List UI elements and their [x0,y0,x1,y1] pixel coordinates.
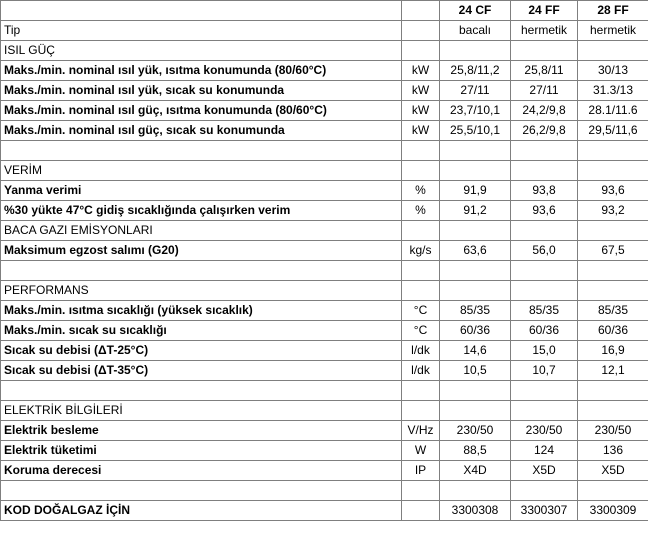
empty-cell [402,381,440,401]
model-header: 24 CF [440,1,511,21]
spacer-row [1,481,648,501]
empty-cell [511,281,578,301]
row-unit: °C [402,321,440,341]
row-value: 85/35 [578,301,648,321]
row-unit: % [402,201,440,221]
row-label: Maks./min. nominal ısıl yük, ısıtma konumunda (80/60°C) [1,61,402,81]
spacer-row [1,261,648,281]
empty-cell [511,141,578,161]
empty-cell [511,381,578,401]
section-title: PERFORMANS [1,281,402,301]
spacer-row [1,381,648,401]
row-unit [402,501,440,521]
empty-cell [440,41,511,61]
row-value: 14,6 [440,341,511,361]
empty-cell [511,161,578,181]
row-unit: l/dk [402,361,440,381]
empty-cell [578,41,648,61]
tip-label: Tip [1,21,402,41]
row-value: 3300308 [440,501,511,521]
row-value: 16,9 [578,341,648,361]
spacer-row [1,141,648,161]
row-value: 10,7 [511,361,578,381]
empty-cell [440,161,511,181]
row-value: X5D [511,461,578,481]
empty-cell [1,261,402,281]
row-unit: % [402,181,440,201]
row-label: Sıcak su debisi (ΔT-35°C) [1,361,402,381]
row-value: 29,5/11,6 [578,121,648,141]
row-value: 27/11 [511,81,578,101]
row-label: KOD DOĞALGAZ İÇİN [1,501,402,521]
row-value: 27/11 [440,81,511,101]
row-value: 25,8/11,2 [440,61,511,81]
row-value: 30/13 [578,61,648,81]
row-value: 88,5 [440,441,511,461]
row-label: %30 yükte 47°C gidiş sıcaklığında çalışırken verim [1,201,402,221]
empty-cell [402,481,440,501]
header-unit-blank-cell [402,1,440,21]
section-row [1,281,648,301]
row-label: Maks./min. ısıtma sıcaklığı (yüksek sıcaklık) [1,301,402,321]
empty-cell [440,141,511,161]
empty-cell [1,381,402,401]
empty-cell [578,261,648,281]
row-value: 10,5 [440,361,511,381]
row-value: 91,9 [440,181,511,201]
tip-unit-cell [402,21,440,41]
empty-cell [402,41,440,61]
row-unit: kW [402,61,440,81]
empty-cell [1,141,402,161]
row-label: Elektrik tüketimi [1,441,402,461]
table-row [1,461,648,481]
row-value: 23,7/10,1 [440,101,511,121]
row-value: 63,6 [440,241,511,261]
row-value: 15,0 [511,341,578,361]
row-label: Maks./min. nominal ısıl güç, sıcak su konumunda [1,121,402,141]
row-value: 24,2/9,8 [511,101,578,121]
section-row [1,401,648,421]
empty-cell [402,281,440,301]
row-value: 93,6 [511,201,578,221]
row-value: 230/50 [440,421,511,441]
table-row [1,301,648,321]
row-value: 56,0 [511,241,578,261]
section-title: ISIL GÜÇ [1,41,402,61]
spec-table-body [1,1,648,521]
row-unit: W [402,441,440,461]
header-row [1,1,648,21]
table-row [1,361,648,381]
tip-value: hermetik [578,21,648,41]
table-row [1,201,648,221]
empty-cell [578,381,648,401]
row-value: 136 [578,441,648,461]
empty-cell [440,381,511,401]
row-value: 25,5/10,1 [440,121,511,141]
table-row [1,241,648,261]
row-value: 26,2/9,8 [511,121,578,141]
row-value: 3300307 [511,501,578,521]
table-row [1,341,648,361]
model-header: 28 FF [578,1,648,21]
empty-cell [402,401,440,421]
empty-cell [440,261,511,281]
empty-cell [402,221,440,241]
row-label: Maks./min. nominal ısıl yük, sıcak su konumunda [1,81,402,101]
row-value: 91,2 [440,201,511,221]
row-value: 28.1/11.6 [578,101,648,121]
table-row [1,501,648,521]
row-unit: kW [402,121,440,141]
empty-cell [402,261,440,281]
row-label: Yanma verimi [1,181,402,201]
row-label: Koruma derecesi [1,461,402,481]
empty-cell [1,481,402,501]
row-unit: °C [402,301,440,321]
table-row [1,81,648,101]
row-label: Maksimum egzost salımı (G20) [1,241,402,261]
empty-cell [578,161,648,181]
table-row [1,181,648,201]
row-value: 93,2 [578,201,648,221]
section-title: BACA GAZI EMİSYONLARI [1,221,402,241]
empty-cell [440,281,511,301]
empty-cell [578,281,648,301]
section-title: ELEKTRİK BİLGİLERİ [1,401,402,421]
empty-cell [440,481,511,501]
row-label: Maks./min. nominal ısıl güç, ısıtma konumunda (80/60°C) [1,101,402,121]
empty-cell [511,261,578,281]
empty-cell [578,401,648,421]
row-unit: V/Hz [402,421,440,441]
header-blank-cell [1,1,402,21]
empty-cell [578,221,648,241]
tip-row [1,21,648,41]
row-value: X5D [578,461,648,481]
row-value: 60/36 [511,321,578,341]
row-value: 3300309 [578,501,648,521]
row-value: 31.3/13 [578,81,648,101]
tip-value: hermetik [511,21,578,41]
table-row [1,421,648,441]
row-label: Elektrik besleme [1,421,402,441]
row-unit: kg/s [402,241,440,261]
row-value: 12,1 [578,361,648,381]
table-row [1,121,648,141]
empty-cell [440,401,511,421]
empty-cell [402,141,440,161]
row-label: Maks./min. sıcak su sıcaklığı [1,321,402,341]
model-header: 24 FF [511,1,578,21]
empty-cell [578,481,648,501]
row-value: 230/50 [511,421,578,441]
section-row [1,161,648,181]
row-value: 93,6 [578,181,648,201]
empty-cell [511,221,578,241]
empty-cell [440,221,511,241]
row-unit: kW [402,81,440,101]
row-value: 85/35 [440,301,511,321]
row-value: X4D [440,461,511,481]
table-row [1,61,648,81]
row-value: 60/36 [578,321,648,341]
row-value: 60/36 [440,321,511,341]
section-title: VERİM [1,161,402,181]
row-value: 67,5 [578,241,648,261]
row-value: 25,8/11 [511,61,578,81]
empty-cell [402,161,440,181]
tip-value: bacalı [440,21,511,41]
section-row [1,41,648,61]
row-value: 124 [511,441,578,461]
row-unit: l/dk [402,341,440,361]
row-value: 230/50 [578,421,648,441]
row-value: 85/35 [511,301,578,321]
row-unit: kW [402,101,440,121]
table-row [1,101,648,121]
section-row [1,221,648,241]
table-row [1,321,648,341]
row-label: Sıcak su debisi (ΔT-25°C) [1,341,402,361]
table-row [1,441,648,461]
empty-cell [578,141,648,161]
row-value: 93,8 [511,181,578,201]
empty-cell [511,401,578,421]
empty-cell [511,481,578,501]
empty-cell [511,41,578,61]
row-unit: IP [402,461,440,481]
